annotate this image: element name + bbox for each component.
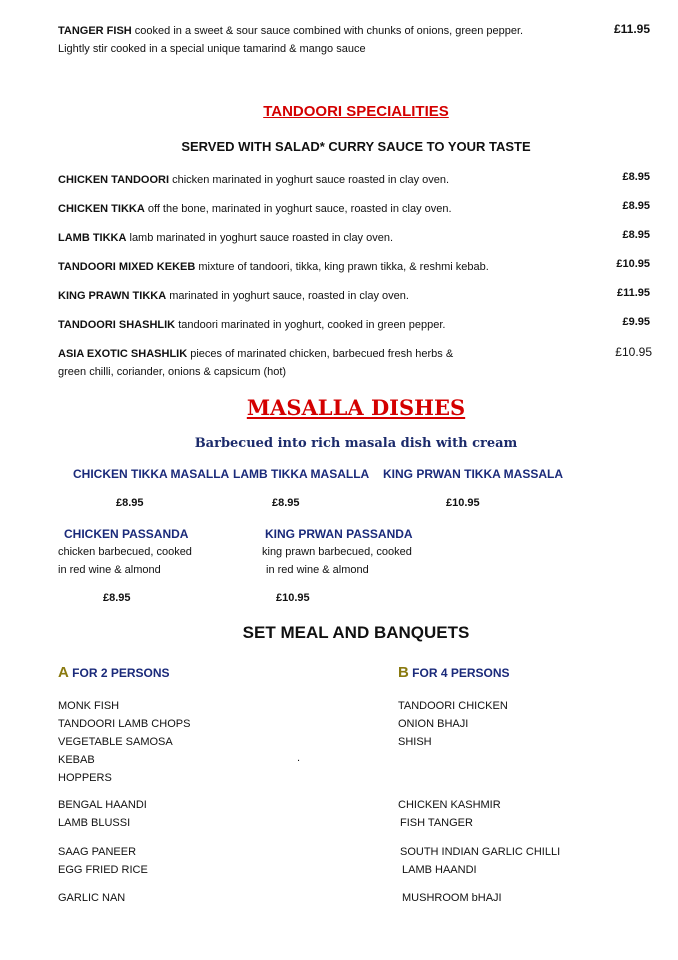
item-name: CHICKEN TANDOORI [58, 174, 170, 186]
item-desc: cooked in a sweet & sour sauce combined with chunks of onions, green pepper. [131, 25, 524, 37]
banquet-item: TANDOORI LAMB CHOPS [58, 718, 191, 730]
stray-dot: . [297, 752, 301, 764]
item-desc: chicken marinated in yoghurt sauce roasted in clay oven. [169, 174, 450, 186]
banquet-item: MUSHROOM bHAJI [402, 892, 502, 904]
banquet-item: BENGAL HAANDI [58, 799, 147, 811]
banquet-item: ONION BHAJI [398, 718, 469, 730]
dish-desc: in red wine & almond [266, 564, 369, 576]
item-desc: tandoori marinated in yoghurt, cooked in green pepper. [175, 319, 446, 331]
passanda-item [58, 527, 192, 579]
banquet-item: EGG FRIED RICE [58, 864, 148, 876]
dish-desc: chicken barbecued, cooked [58, 546, 192, 558]
tanger-fish-price: £11.95 [613, 22, 650, 36]
banquet-item: HOPPERS [58, 772, 112, 784]
item-name: LAMB TIKKA [58, 232, 127, 244]
item-price: £10.95 [616, 258, 650, 270]
dish-name: KING PRWAN PASSANDA [265, 527, 413, 541]
tanger-fish-item [58, 22, 598, 58]
item-name: CHICKEN TIKKA [58, 203, 145, 215]
section-subtitle-masalla: Barbecued into rich masala dish with cream [194, 436, 518, 451]
banquet-item: CHICKEN KASHMIR [398, 799, 501, 811]
item-desc: off the bone, marinated in yoghurt sauce, roasted in clay oven. [144, 203, 452, 215]
banquet-a-group [58, 843, 148, 879]
banquet-item: LAMB BLUSSI [58, 817, 131, 829]
menu-item [58, 171, 449, 189]
banquet-label: FOR 2 PERSONS [68, 666, 170, 680]
dish-price: £8.95 [116, 497, 144, 509]
item-desc: pieces of marinated chicken, barbecued fresh herbs & [187, 348, 454, 360]
banquet-b-group [398, 796, 501, 832]
item-desc-line2: green chilli, coriander, onions & capsicum (hot) [58, 366, 287, 378]
section-title-masalla: MASALLA DISHES [246, 395, 466, 420]
item-name: KING PRAWN TIKKA [58, 290, 167, 302]
banquet-label: FOR 4 PERSONS [408, 666, 510, 680]
dish-price: £10.95 [276, 592, 310, 604]
banquet-item: MONK FISH [58, 700, 120, 712]
menu-item [58, 258, 489, 276]
item-price: £10.95 [615, 345, 652, 359]
menu-item [58, 200, 452, 218]
banquet-item: GARLIC NAN [58, 892, 126, 904]
banquet-b-header [398, 664, 510, 682]
banquet-b-group [400, 843, 560, 879]
section-title-setmeal: SET MEAL AND BANQUETS [242, 623, 470, 642]
passanda-item [262, 527, 413, 579]
item-price: £11.95 [616, 287, 650, 299]
menu-item [58, 316, 445, 334]
banquet-item: FISH TANGER [400, 817, 473, 829]
item-price: £8.95 [622, 229, 650, 241]
menu-item [58, 229, 393, 247]
banquet-letter: A [58, 664, 69, 681]
item-name: TANDOORI SHASHLIK [58, 319, 176, 331]
banquet-item: VEGETABLE SAMOSA [58, 736, 173, 748]
banquet-a-group [58, 889, 125, 907]
item-name: ASIA EXOTIC SHASHLIK [58, 348, 188, 360]
banquet-item: LAMB HAANDI [402, 864, 477, 876]
dish-name: CHICKEN TIKKA MASALLA [73, 467, 230, 481]
banquet-a-group [58, 697, 190, 787]
menu-item-exotic [58, 345, 578, 381]
dish-name: KING PRWAN TIKKA MASSALA [383, 467, 563, 481]
banquet-item: SOUTH INDIAN GARLIC CHILLI [400, 846, 561, 858]
banquet-a-header [58, 664, 170, 682]
item-price: £9.95 [622, 316, 650, 328]
banquet-item: KEBAB [58, 754, 95, 766]
banquet-b-group [402, 889, 502, 907]
banquet-b-group [398, 697, 508, 751]
dish-desc: in red wine & almond [58, 564, 161, 576]
banquet-item: SAAG PANEER [58, 846, 137, 858]
section-title-tandoori: TANDOORI SPECIALITIES [263, 103, 449, 120]
dish-price: £10.95 [446, 497, 480, 509]
item-name: TANDOORI MIXED KEKEB [58, 261, 196, 273]
menu-item [58, 287, 409, 305]
dish-price: £8.95 [272, 497, 300, 509]
item-price: £8.95 [622, 171, 650, 183]
dish-price: £8.95 [103, 592, 131, 604]
banquet-letter: B [398, 664, 409, 681]
item-desc: lamb marinated in yoghurt sauce roasted in clay oven. [126, 232, 394, 244]
dish-desc: king prawn barbecued, cooked [262, 546, 412, 558]
banquet-a-group [58, 796, 147, 832]
item-price: £8.95 [622, 200, 650, 212]
section-subtitle-tandoori: SERVED WITH SALAD* CURRY SAUCE TO YOUR TASTE [181, 139, 531, 154]
item-desc-line2: Lightly stir cooked in a special unique tamarind & mango sauce [58, 43, 366, 55]
item-name: TANGER FISH [58, 25, 132, 37]
item-desc: marinated in yoghurt sauce, roasted in clay oven. [166, 290, 409, 302]
dish-name: LAMB TIKKA MASALLA [233, 467, 370, 481]
item-desc: mixture of tandoori, tikka, king prawn tikka, & reshmi kebab. [195, 261, 489, 273]
banquet-item: SHISH [398, 736, 432, 748]
dish-name: CHICKEN PASSANDA [64, 527, 189, 541]
banquet-item: TANDOORI CHICKEN [398, 700, 508, 712]
